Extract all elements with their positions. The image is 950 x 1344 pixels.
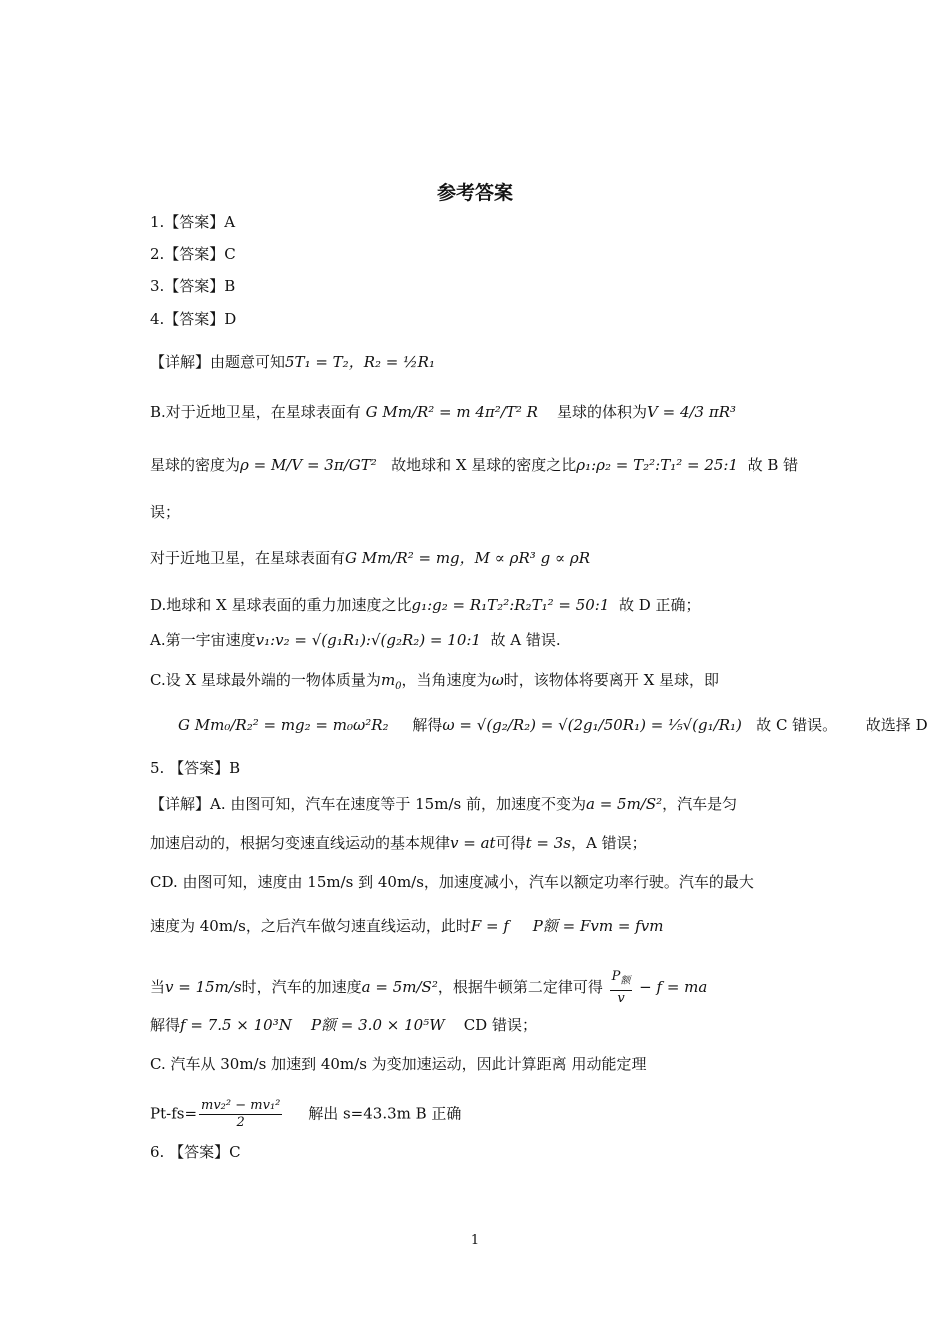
q4-detail-line-5: 对于近地卫星，在星球表面有G Mm/R² = mg，M ∝ ρR³ g ∝ ρR <box>150 549 590 567</box>
q5-detail-line-1: 【详解】A. 由图可知，汽车在速度等于 15m/s 前，加速度不变为a = 5m/S²，汽车是匀 <box>150 795 738 813</box>
answer-1: 1.【答案】A <box>150 213 236 231</box>
answer-5: 5. 【答案】B <box>150 759 241 777</box>
page-title: 参考答案 <box>436 182 513 204</box>
q5-detail-line-6: 解得f = 7.5 × 10³N P额 = 3.0 × 10⁵W CD 错误； <box>150 1016 537 1034</box>
q4-detail-line-7: A.第一宇宙速度v₁:v₂ = √(g₁R₁):√(g₂R₂) = 10:1 故 A 错误. <box>150 631 561 649</box>
answer-2: 2.【答案】C <box>150 245 236 263</box>
q5-detail-line-4: 速度为 40m/s，之后汽车做匀速直线运动，此时F = f P额 = Fvm = fvm <box>150 917 664 935</box>
q4-detail-line-6: D.地球和 X 星球表面的重力加速度之比g₁:g₂ = R₁T₂²:R₂T₁² = 50:1 故 D 正确； <box>150 596 701 614</box>
q5-detail-line-5: 当v = 15m/s时，汽车的加速度a = 5m/S²，根据牛顿第二定律可得 $\frac{P_额}{v}$ − f = ma <box>150 969 708 1006</box>
q4-detail-line-4: 误； <box>150 503 181 521</box>
q5-detail-line-7: C. 汽车从 30m/s 加速到 40m/s 为变加速运动，因此计算距离 用动能定理 <box>150 1055 647 1073</box>
q5-detail-line-8: Pt-fs= $\frac{\text{mv₂² − mv₁²}}{2}$ 解出 s=43.3m B 正确 <box>150 1098 462 1130</box>
q5-detail-line-3: CD. 由图可知，速度由 15m/s 到 40m/s，加速度减小，汽车以额定功率行驶。汽车的最大 <box>150 873 754 891</box>
answer-3: 3.【答案】B <box>150 277 236 295</box>
page-number: 1 <box>470 1233 480 1248</box>
q5-detail-line-2: 加速启动的，根据匀变速直线运动的基本规律v = at可得t = 3s，A 错误； <box>150 834 647 852</box>
answer-6: 6. 【答案】C <box>150 1143 241 1161</box>
q4-detail-line-9: G Mm₀/R₂² = mg₂ = m₀ω²R₂ 解得ω = √(g₂/R₂) = √(2g₁/50R₁) = ⅕√(g₁/R₁) 故 C 错误。 故选择 D <box>178 716 928 734</box>
q4-detail-line-8: C.设 X 星球最外端的一物体质量为$m_0$，当角速度为ω时，该物体将要离开 X 星球，即 <box>150 671 720 692</box>
answer-4: 4.【答案】D <box>150 310 237 328</box>
q4-detail-line-3: 星球的密度为ρ = M/V = 3π/GT² 故地球和 X 星球的密度之比ρ₁:ρ₂ = T₂²:T₁² = 25:1 故 B 错 <box>150 456 799 474</box>
q4-detail-line-1: 【详解】由题意可知5T₁ = T₂，R₂ = ½R₁ <box>150 353 435 371</box>
q4-detail-line-2: B.对于近地卫星，在星球表面有 G Mm/R² = m 4π²/T² R 星球的体积为V = 4/3 πR³ <box>150 403 737 421</box>
